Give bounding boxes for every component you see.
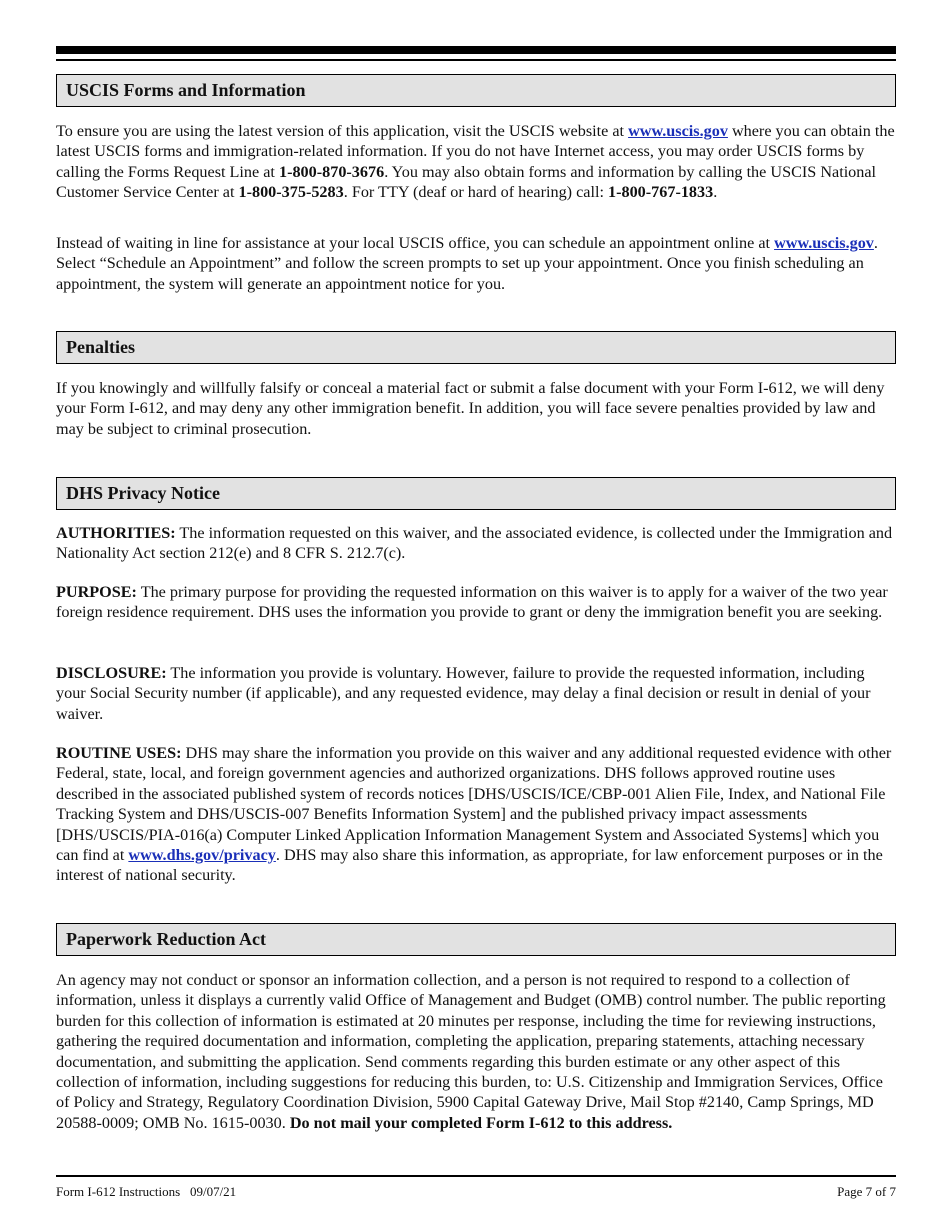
section-title: USCIS Forms and Information [66, 80, 306, 100]
footer-page-number: Page 7 of 7 [837, 1184, 896, 1199]
uscis-website-link[interactable]: www.uscis.gov [628, 122, 728, 140]
privacy-disclosure-paragraph: DISCLOSURE: The information you provide is voluntary. However, failure to provide the requested information, including your Social Security number (if applicable), and any requested evidence, may delay a final decision or result in denial of your waiver. [56, 664, 871, 723]
section-title: Paperwork Reduction Act [66, 929, 266, 949]
paperwork-paragraph: An agency may not conduct or sponsor an information collection, and a person is not required to respond to a collection of information, unless it displays a currently valid Office of Management and Budget (OMB) control number. The public reporting burden for this collection of information is estimated at 20 minutes per response, including the time for reviewing instructions, gathering the required documentation and information, completing the application, preparing statements, attaching necessary documentation, and submitting the application. Send comments regarding this burden estimate or any other aspect of this collection of information, including suggestions for reducing this burden, to: U.S. Citizenship and Immigration Services, Office of Policy and Strategy, Regulatory Coordination Division, 5900 Capital Gateway Drive, Mail Stop #2140, Camp Springs, MD 20588-0009; OMB No. 1615-0030. Do not mail your completed Form I-612 to this address. [56, 971, 886, 1132]
routine-uses-label: ROUTINE USES: [56, 744, 182, 762]
forms-info-paragraph-2: Instead of waiting in line for assistance at your local USCIS office, you can schedule an appointment online at www.uscis.gov. Select “Schedule an Appointment” and follow the screen prompts to set up your appointment. Once you finish scheduling an appointment, the system will generate an appointment notice for you. [56, 234, 878, 293]
authorities-label: AUTHORITIES: [56, 524, 176, 542]
uscis-appointment-link[interactable]: www.uscis.gov [774, 234, 874, 252]
footer-rule [56, 1175, 896, 1177]
top-rule-thick [56, 46, 896, 54]
customer-service-phone: 1-800-375-5283 [238, 183, 344, 202]
disclosure-label: DISCLOSURE: [56, 664, 167, 682]
section-title: DHS Privacy Notice [66, 483, 220, 503]
privacy-purpose-paragraph: PURPOSE: The primary purpose for providing the requested information on this waiver is to apply for a waiver of the two year foreign residence requirement. DHS uses the information you provide to grant or deny the immigration benefit you are seeking. [56, 583, 888, 622]
footer-form-id: Form I-612 Instructions 09/07/21 [56, 1184, 237, 1199]
tty-phone: 1-800-767-1833 [608, 183, 714, 202]
forms-request-phone: 1-800-870-3676 [278, 162, 385, 181]
privacy-routine-uses-paragraph: ROUTINE USES: DHS may share the information you provide on this waiver and any additional requested evidence with other Federal, state, local, and foreign government agencies and authorized organizations. DHS follows approved routine uses described in the associated published system of records notices [DHS/USCIS/ICE/CBP-001 Alien File, Index, and National File Tracking System and DHS/USCIS-007 Benefits Information System] and the published privacy impact assessments [DHS/USCIS/PIA-016(a) Computer Linked Application Information Management System and Associated Systems] which you can find at www.dhs.gov/privacy. DHS may also share this information, as appropriate, for law enforcement purposes or in the interest of national security. [56, 744, 892, 885]
do-not-mail-notice: Do not mail your completed Form I-612 to this address. [289, 1113, 673, 1132]
section-header-privacy [56, 477, 896, 510]
privacy-authorities-paragraph: AUTHORITIES: The information requested on this waiver, and the associated evidence, is collected under the Immigration and Nationality Act section 212(e) and 8 CFR S. 212.7(c). [56, 524, 893, 563]
section-header-penalties [56, 331, 896, 364]
top-rule-thin [56, 59, 896, 61]
purpose-label: PURPOSE: [56, 583, 137, 601]
section-header-paperwork [56, 923, 896, 956]
section-title: Penalties [66, 337, 135, 357]
forms-info-paragraph-1: To ensure you are using the latest version of this application, visit the USCIS website at www.uscis.gov where you can obtain the latest USCIS forms and immigration-related information. If you do not have Internet access, you may order USCIS forms by calling the Forms Request Line at 1-800-870-3676. You may also obtain forms and information by calling the USCIS National Customer Service Center at 1-800-375-5283. For TTY (deaf or hard of hearing) call: 1-800-767-1833. [56, 122, 895, 202]
dhs-privacy-link[interactable]: www.dhs.gov/privacy [128, 846, 276, 865]
penalties-paragraph: If you knowingly and willfully falsify or conceal a material fact or submit a false document with your Form I-612, we will deny your Form I-612, and may deny any other immigration benefit. In addition, you will face severe penalties provided by law and may be subject to criminal prosecution. [56, 379, 885, 438]
section-header-forms-info [56, 74, 896, 107]
